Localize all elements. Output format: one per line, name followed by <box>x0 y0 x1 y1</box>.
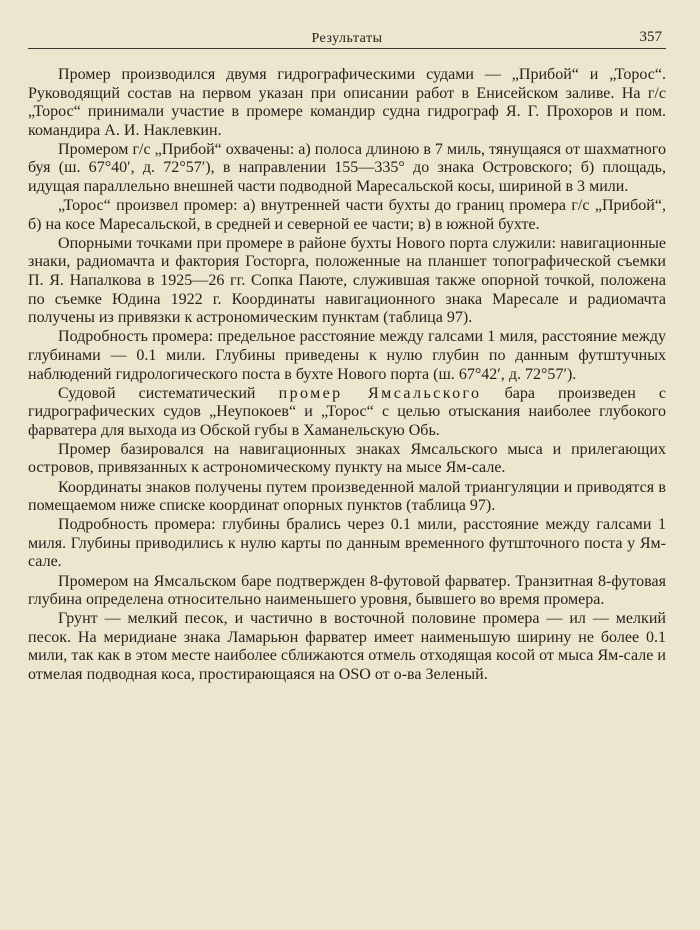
paragraph-10: Промером на Ямсальском баре подтвержден 8-футовой фарватер. Транзитная 8-футовая глубина определена относительно наименьшего уровня, бывшего во время промера. <box>28 572 666 609</box>
running-header <box>28 26 666 49</box>
paragraph-5: Подробность промера: предельное расстояние между галсами 1 миля, расстояние между глубинами — 0.1 мили. Глубины приведены к нулю глубин по данным футштучных наблюдений гидрологического поста в бухте Нового порта (ш. 67°42′, д. 72°57′). <box>28 328 666 383</box>
paragraph-11: Грунт — мелкий песок, и частично в восточной половине промера — ил — мелкий песок. На меридиане знака Ламарьюн фарватер имеет наименьшую ширину не более 0.1 мили, так как в этом месте наиболее сближаются отмель отходящая косой от мыса Ям-сале и отмелая подводная коса, простирающаяся на OSO от о-ва Зеленый. <box>28 610 666 683</box>
paragraph-4: Опорными точками при промере в районе бухты Нового порта служили: навигационные знаки, радиомачта и фактория Госторга, положенные на планшет топографической съемки П. Я. Напалкова в 1925—26 гг. Сопка Паюте, служившая также опорной точкой, положена по съемке Юдина 1922 г. Координаты навигационного знака Маресале и радиомачта получены из привязки к астрономическим пунктам (таблица 97). <box>28 234 666 327</box>
paragraph-6 <box>28 385 666 441</box>
page-number: 357 <box>639 29 662 45</box>
body-text <box>28 66 666 685</box>
paragraph-7: Промер базировался на навигационных знаках Ямсальского мыса и прилегающих островов, привязанных к астрономическому пункту на мысе Ям-сале. <box>28 440 666 477</box>
paragraph-1: Промер производился двумя гидрографическими судами — „Прибой“ и „Торос“. Руководящий состав на первом указан при описании работ в Енисейском заливе. На г/с „Торос“ принимали участие в промере командир судна гидрограф Я. Г. Прохоров и пом. командира А. И. Наклевкин. <box>28 66 666 139</box>
paragraph-3: „Торос“ произвел промер: а) внутренней части бухты до границ промера г/с „Прибой“, б) на косе Маресальской, в средней и северной ее части; в) в южной бухте. <box>28 197 666 233</box>
paragraph-2: Промером г/с „Прибой“ охвачены: а) полоса длиною в 7 миль, тянущаяся от шахматного буя (ш. 67°40′, д. 72°57′), в направлении 155—335° до знака Островского; б) площадь, идущая параллельно внешней части подводной Маресальской косы, шириной в 3 мили. <box>28 140 666 196</box>
paragraph-6-lead: Судовой систематический <box>58 384 279 402</box>
paragraph-6-spaced-emphasis: промер Ямсальского <box>278 384 482 402</box>
paragraph-8: Координаты знаков получены путем произведенной малой триангуляции и приводятся в помещаемом ниже списке координат опорных пунктов (таблица 97). <box>28 478 666 515</box>
running-title: Результаты <box>311 31 383 46</box>
paragraph-6-rest: бара произведен с гидрографических судов „Неупокоев“ и „Торос“ с целью отыскания наиболее глубокого фарватера для выхода из Обской губы в Хаманельскую Обь. <box>28 384 667 439</box>
paragraph-9: Подробность промера: глубины брались через 0.1 мили, расстояние между галсами 1 миля. Глубины приводились к нулю карты по данным временного футшточного поста у Ям-сале. <box>28 516 666 571</box>
